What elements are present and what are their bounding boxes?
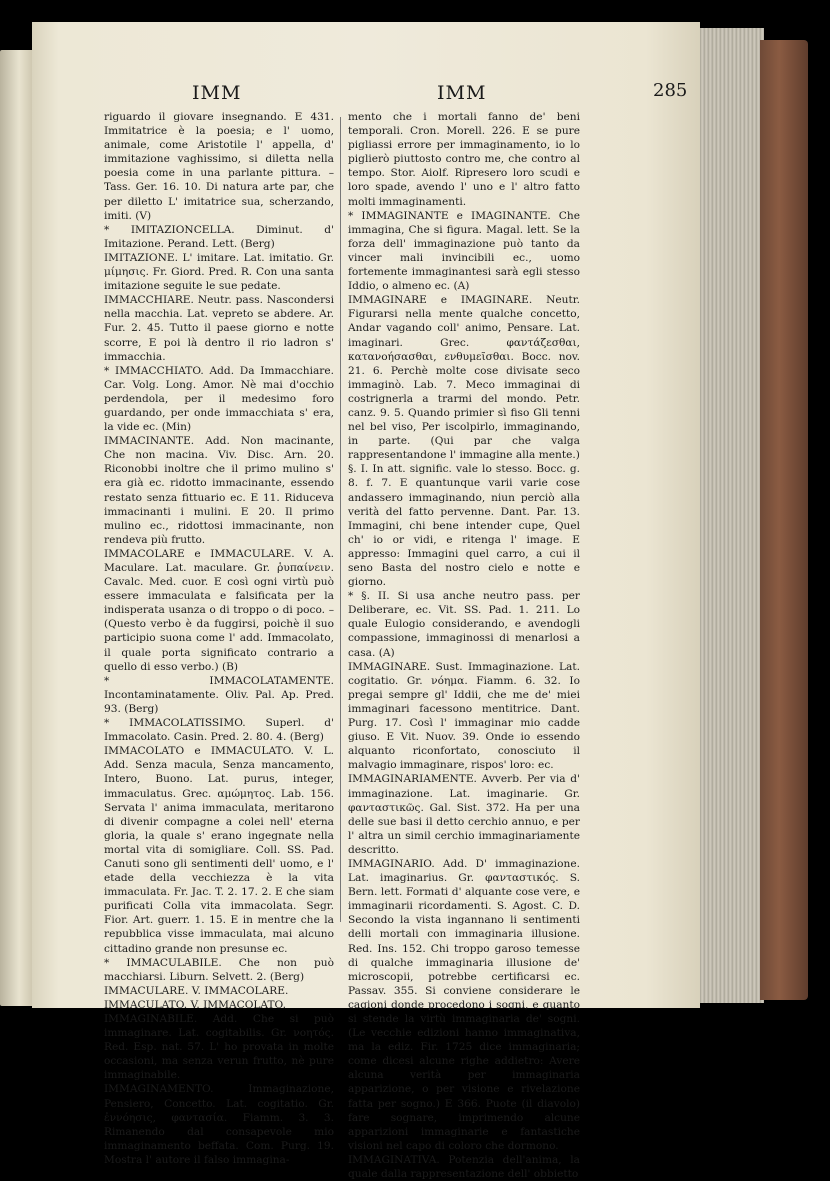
entry: IMITAZIONE. L' imitare. Lat. imitatio. Gr. μίμησις. Fr. Giord. Pred. R. Con una santa imitazione seguite le sue pedate.: [104, 251, 334, 293]
left-page-edge: [0, 50, 32, 1006]
entry: IMMACULATO. V. IMMACOLATO.: [104, 998, 286, 1011]
book: [0, 22, 808, 1181]
left-column: [104, 110, 334, 1167]
entry: * IMMAGINANTE e IMAGINANTE. Che immagina, Che si figura. Magal. lett. Se la forza dell' immaginazione può tanto da vincer mali invincibili ec., uomo fortemente immaginantesi sarà egli stesso Iddio, o almeno ec. (A): [348, 209, 580, 293]
entry: IMMAGINATIVA. Potenzia dell'anima, la quale dalla rappresentazione dell' obbietto: [348, 1153, 580, 1181]
entry: §. I. In att. signific. vale lo stesso. Bocc. g. 8. f. 7. E quantunque varii varie cose andassero immaginando, niun perciò alla verità del fatto pervenne. Dant. Par. 13. Immagini, chi bene intender cupe, Quel ch' io or vidi, e ritenga l' image. E appresso: Immagini quel carro, a cui il seno Basta del nostro cielo e notte e giorno.: [348, 463, 580, 589]
entry: * IMMACOLATAMENTE. Incontaminatamente. Oliv. Pal. Ap. Pred. 93. (Berg): [104, 674, 334, 715]
entry: * IMMACCHIATO. Add. Da Immacchiare. Car. Volg. Long. Amor. Nè mai d'occhio perdendola, per il medesimo foro guardando, per onde immacchiata s' era, la vide ec. (Min): [104, 364, 334, 434]
entry: mento che i mortali fanno de' beni temporali. Cron. Morell. 226. E se pure pigliassi errore per immaginamento, io lo piglierò piuttosto contro me, che contro al tempo. Stor. Aiolf. Ripresero loro scudi e loro spade, avendo l' uno e l' altro fatto molti immaginamenti.: [348, 111, 580, 208]
running-head-right: IMM: [437, 82, 487, 104]
entry: IMMAGINARE e IMAGINARE. Neutr. Figurarsi nella mente qualche concetto, Andar vagando coll' animo, Pensare. Lat. imaginari. Grec. φαντάζεσθαι, κατανοήσασθαι, ενθυμεῖσθαι. Bocc. nov. 21. 6. Perchè molte cose divisate seco immaginò. Lab. 7. Meco immaginai di costrignerla a trarmi del mondo. Petr. canz. 9. 5. Quando primier sì fiso Gli tenni nel bel viso, Per iscolpirlo, immaginando, in parte. (Qui par che valga rappresentandone l' immagine alla mente.): [348, 294, 580, 462]
right-column: [348, 110, 580, 1181]
page-edges: [700, 28, 764, 1003]
entry: IMMACULARE. V. IMMACOLARE.: [104, 984, 289, 997]
entry: IMMAGINABILE. Add. Che si può immaginare. Lat. cogitabilis. Gr. νοητός. Red. Esp. nat. 57. L' ho provata in molte occasioni, ma senza verun frutto, nè pure immaginabile.: [104, 1013, 334, 1082]
entry: IMMAGINARIAMENTE. Avverb. Per via d' immaginazione. Lat. imaginarie. Gr. φανταστικῶς. Gal. Sist. 372. Ha per una delle sue basi il detto cerchio annuo, e per l' altra un simil cerchio immaginariamente descritto.: [348, 773, 580, 856]
page-number: 285: [653, 80, 688, 101]
running-head-left: IMM: [192, 82, 242, 104]
entry: IMMACINANTE. Add. Non macinante, Che non macina. Viv. Disc. Arn. 20. Riconobbi inoltre che il primo mulino s' era già ec. ridotto immacinante, essendo restato senza fittuario ec. E 11. Riduceva immacinanti i mulini. E 20. Il primo mulino ec., ridottosi immacinante, non rendeva più frutto.: [104, 435, 334, 546]
entry: IMMAGINARIO. Add. D' immaginazione. Lat. imaginarius. Gr. φανταστικός. S. Bern. lett. Formati d' alquante cose vere, e immaginarii ricordamenti. S. Agost. C. D. Secondo la vista ingannano li sentimenti delli mortali con immaginaria illusione. Red. Ins. 152. Chi troppo garoso temesse di qualche immaginaria illusione de' microscopii, potrebbe certificarsi ec. Passav. 355. Si conviene considerare le cagioni donde procedono i sogni, e quanto si stende la virtù immaginaria de' sogni. (Le vecchie edizioni hanno immaginativa, ma la ediz. Fir. 1725 dice immaginaria; come dicesi alcune righe addietro: Avere alcuna verità per immaginaria apparizione, o per visione e rivelazione fatta per sogno.) E 366. Puote (il diavolo) fare sognare, imprimendo alcune apparizioni immaginarie e fantastiche visioni nel capo di coloro che dormono.: [348, 857, 580, 1152]
entry: riguardo il giovare insegnando. E 431. Immitatrice è la poesia; e l' uomo, animale, come Aristotile l' appella, d' immitazione vaghissimo, si diletta nella poesia come in una parlante pittura. – Tass. Ger. 16. 10. Di natura arte par, che per diletto L' imitatrice sua, scherzando, imiti. (V): [104, 111, 334, 222]
entry: * IMMACULABILE. Che non può macchiarsi. Liburn. Selvett. 2. (Berg): [104, 956, 334, 983]
entry: IMMAGINAMENTO. Immaginazione, Pensiero, Concetto. Lat. cogitatio. Gr. ἐννόησις, φαντασία. Fiamm. 3. 3. Rimanendo dal consapevole mio immaginamento beffata. Com. Purg. 19. Mostra l' autore il falso immagina-: [104, 1083, 334, 1166]
book-cover: [760, 40, 808, 1000]
entry: * IMITAZIONCELLA. Diminut. d' Imitazione. Perand. Lett. (Berg): [104, 223, 334, 250]
entry: IMMACCHIARE. Neutr. pass. Nascondersi nella macchia. Lat. vepreto se abdere. Ar. Fur. 2. 45. Tutto il paese giorno e notte scorre, E poi là dentro il rio ladron s' immacchia.: [104, 294, 334, 363]
entry: IMMACOLATO e IMMACULATO. V. L. Add. Senza macula, Senza mancamento, Intero, Buono. Lat. purus, integer, immaculatus. Grec. αμώμητος. Lab. 156. Servata l' anima immaculata, meritarono di divenir compagne a colei nell' eterna gloria, la quale s' erano ingegnate nella mortal vita di somigliare. Coll. SS. Pad. Canuti sono gli sentimenti dell' uomo, e l' etade della vecchiezza è la vita immaculata. Fr. Jac. T. 2. 17. 2. E che siam purificati Colla vita immacolata. Segr. Fior. Art. guerr. 1. 15. E in mentre che la repubblica visse immaculata, mai alcuno cittadino grande non presunse ec.: [104, 745, 334, 955]
entry: IMMAGINARE. Sust. Immaginazione. Lat. cogitatio. Gr. νόημα. Fiamm. 6. 32. Io pregai sempre gl' Iddii, che me de' miei immaginari facessono mentitrice. Dant. Purg. 17. Così l' immaginar mio cadde giuso. E Vit. Nuov. 39. Onde io essendo alquanto riconfortato, conosciuto il malvagio immaginare, rispos' loro: ec.: [348, 660, 580, 772]
entry: * IMMACOLATISSIMO. Superl. d' Immacolato. Casin. Pred. 2. 80. 4. (Berg): [104, 717, 334, 744]
entry: * §. II. Si usa anche neutro pass. per Deliberare, ec. Vit. SS. Pad. 1. 211. Lo quale Eulogio considerando, e avendogli compassione, immaginossi di menarlosi a casa. (A): [348, 590, 580, 659]
entry: IMMACOLARE e IMMACULARE. V. A. Maculare. Lat. maculare. Gr. ῥυπαίνειν. Cavalc. Med. cuor. E così ogni virtù può essere immaculata e falsificata per la indisperata usanza o di troppo o di poco. – (Questo verbo è da fuggirsi, poichè il suo participio suona come l' add. Immacolato, il quale porta significato contrario a quello di esso verbo.) (B): [104, 547, 334, 673]
column-rule: [340, 117, 341, 922]
